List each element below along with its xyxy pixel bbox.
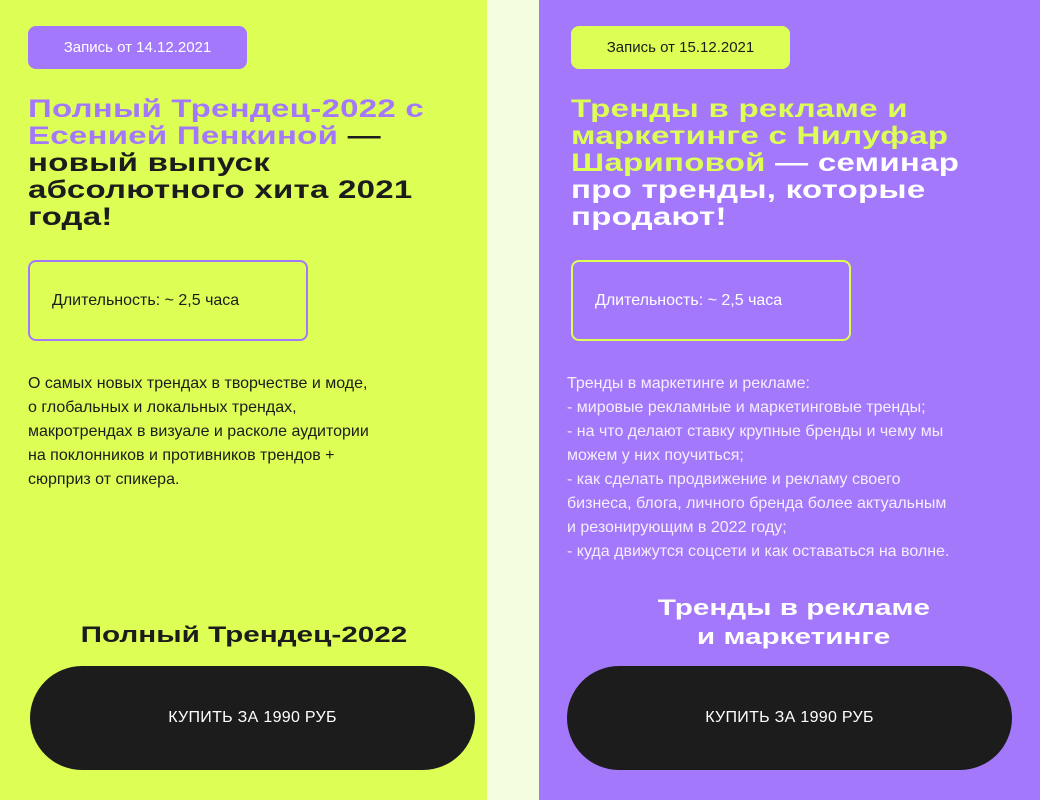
card-description: Тренды в маркетинге и рекламе: - мировые рекламные и маркетинговые тренды; - на что делают ставку крупные бренды и чему мы можем у них поучиться; - как сделать продвижение и рекламу своего бизнеса, блога, личного бренда более актуальным и резонирующим в 2022 году; - куда движутся соцсети и как оставаться на волне.: [567, 375, 950, 560]
buy-button[interactable]: КУПИТЬ ЗА 1990 РУБ: [567, 666, 1012, 770]
product-title-line1: Тренды в рекламе: [657, 595, 931, 620]
product-title-line2: и маркетинге: [697, 624, 891, 649]
title-rest: — семинар про тренды, которые продают!: [571, 149, 960, 231]
product-card-marketing-trends: [539, 0, 1040, 800]
product-title-text: Полный Трендец-2022: [80, 622, 407, 647]
card-title: [571, 96, 1020, 231]
card-title: [28, 96, 477, 231]
title-rest: — новый выпуск абсолютного хита 2021 года!: [28, 122, 413, 231]
product-card-trendets: [0, 0, 487, 800]
record-date-badge: Запись от 15.12.2021: [571, 26, 790, 69]
title-highlight: Полный Трендец-2022 с Есенией Пенкиной: [28, 95, 425, 150]
buy-button[interactable]: КУПИТЬ ЗА 1990 РУБ: [30, 666, 475, 770]
duration-box: Длительность: ~ 2,5 часа: [571, 260, 851, 341]
card-description: О самых новых трендах в творчестве и моде, о глобальных и локальных трендах, макротрендах в визуале и расколе аудитории на поклонников и противников трендов + сюрприз от спикера.: [28, 375, 369, 488]
duration-box: Длительность: ~ 2,5 часа: [28, 260, 308, 341]
title-highlight: Тренды в рекламе и маркетинге с Нилуфар Шариповой: [571, 95, 949, 177]
product-title: [0, 620, 487, 649]
product-title: [539, 593, 1040, 651]
record-date-badge: Запись от 14.12.2021: [28, 26, 247, 69]
